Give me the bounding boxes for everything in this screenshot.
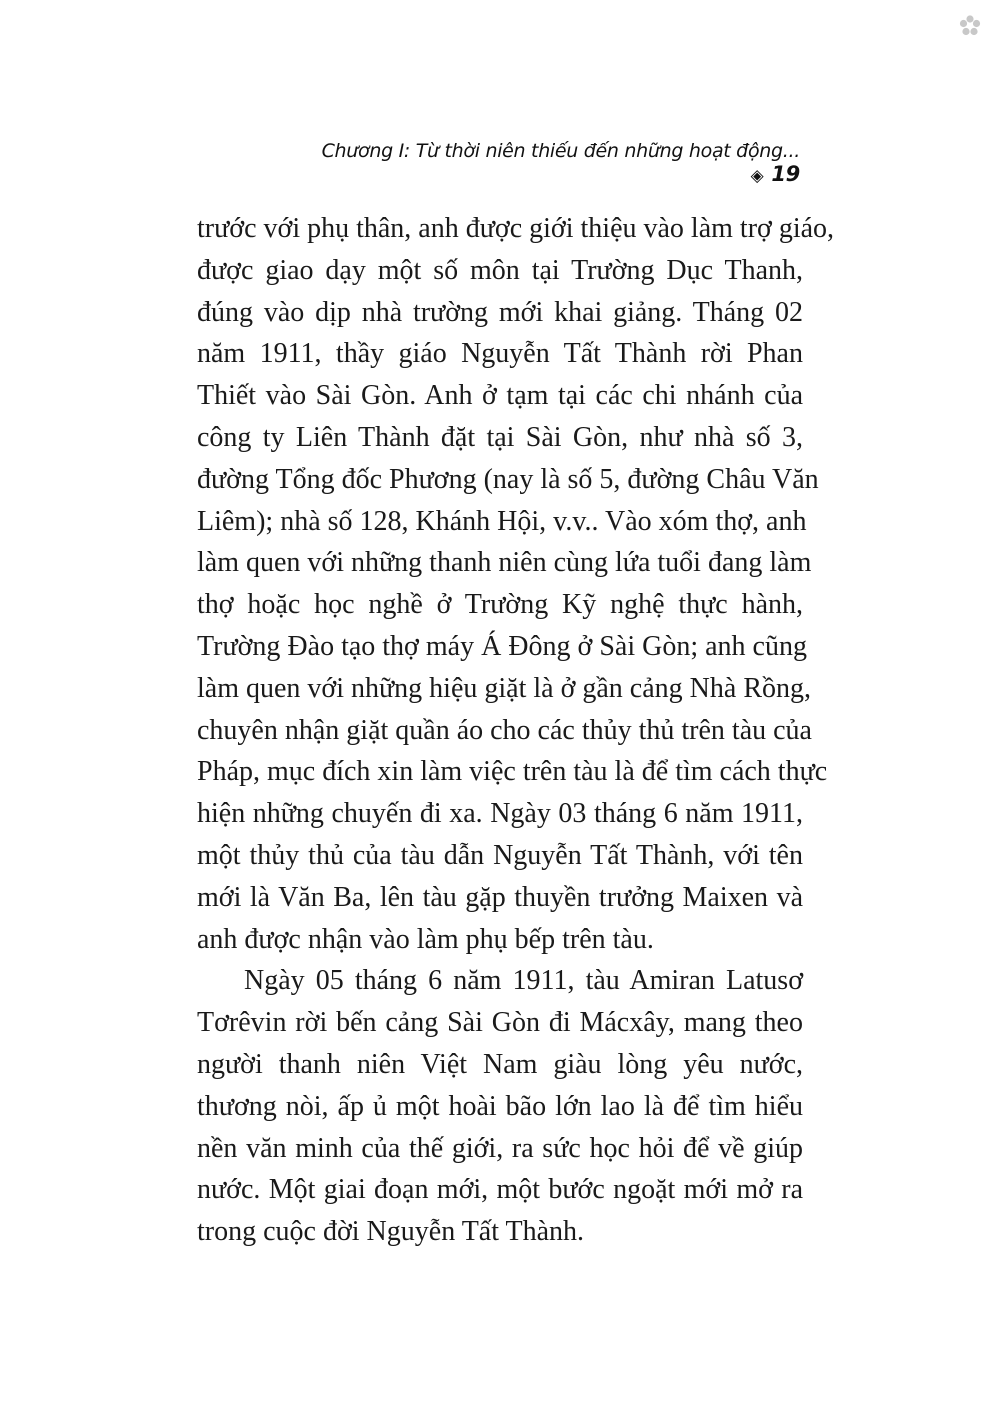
text-line: hiện những chuyến đi xa. Ngày 03 tháng 6 năm 1911, xyxy=(197,798,803,830)
text-line: anh được nhận vào làm phụ bếp trên tàu. xyxy=(197,923,654,955)
text-line: mới là Văn Ba, lên tàu gặp thuyền trưởng Maixen và xyxy=(197,881,803,913)
text-line: thợ hoặc học nghề ở Trường Kỹ nghệ thực hành, xyxy=(197,589,803,621)
text-line: nước. Một giai đoạn mới, một bước ngoặt mới mở ra xyxy=(197,1174,803,1206)
text-line: trong cuộc đời Nguyễn Tất Thành. xyxy=(197,1216,585,1248)
text-line: thương nòi, ấp ủ một hoài bão lớn lao là để tìm hiểu xyxy=(197,1090,803,1122)
text-line: người thanh niên Việt Nam giàu lòng yêu nước, xyxy=(197,1048,803,1080)
text-line: Liêm); nhà số 128, Khánh Hội, v.v.. Vào xóm thợ, anh xyxy=(197,505,807,537)
text-line: làm quen với những hiệu giặt là ở gần cảng Nhà Rồng, xyxy=(197,672,811,704)
flower-icon xyxy=(958,14,982,38)
paragraph xyxy=(197,960,803,1253)
text-line: chuyên nhận giặt quần áo cho các thủy thủ trên tàu của xyxy=(197,714,812,746)
running-title: Chương I: Từ thời niên thiếu đến những hoạt động... xyxy=(321,140,800,162)
text-line: công ty Liên Thành đặt tại Sài Gòn, như nhà số 3, xyxy=(197,421,803,453)
text-line: Tơrêvin rời bến cảng Sài Gòn đi Mácxây, mang theo xyxy=(197,1007,803,1039)
text-line: trước với phụ thân, anh được giới thiệu vào làm trợ giáo, xyxy=(197,213,835,244)
text-line: làm quen với những thanh niên cùng lứa tuổi đang làm xyxy=(197,547,812,579)
text-line: đường Tổng đốc Phương (nay là số 5, đường Châu Văn xyxy=(197,463,819,495)
diamond-dot-icon: ◈ xyxy=(750,166,764,186)
text-line: Trường Đào tạo thợ máy Á Đông ở Sài Gòn; anh cũng xyxy=(197,630,807,662)
text-line: năm 1911, thầy giáo Nguyễn Tất Thành rời Phan xyxy=(197,338,803,370)
paragraph xyxy=(197,208,835,960)
text-line: một thủy thủ của tàu dẫn Nguyễn Tất Thành, với tên xyxy=(197,839,803,871)
text-line: Pháp, mục đích xin làm việc trên tàu là để tìm cách thực xyxy=(197,756,828,788)
page-number: 19 xyxy=(771,162,800,186)
body-text xyxy=(197,208,835,1253)
text-line: đúng vào dịp nhà trường mới khai giảng. Tháng 02 xyxy=(197,296,803,328)
text-line: Thiết vào Sài Gòn. Anh ở tạm tại các chi nhánh của xyxy=(197,380,803,412)
text-line: Ngày 05 tháng 6 năm 1911, tàu Amiran Latusơ xyxy=(244,965,803,997)
text-line: được giao dạy một số môn tại Trường Dục Thanh, xyxy=(197,254,803,286)
running-header xyxy=(300,140,800,186)
text-line: nền văn minh của thế giới, ra sức học hỏi để về giúp xyxy=(197,1132,803,1164)
